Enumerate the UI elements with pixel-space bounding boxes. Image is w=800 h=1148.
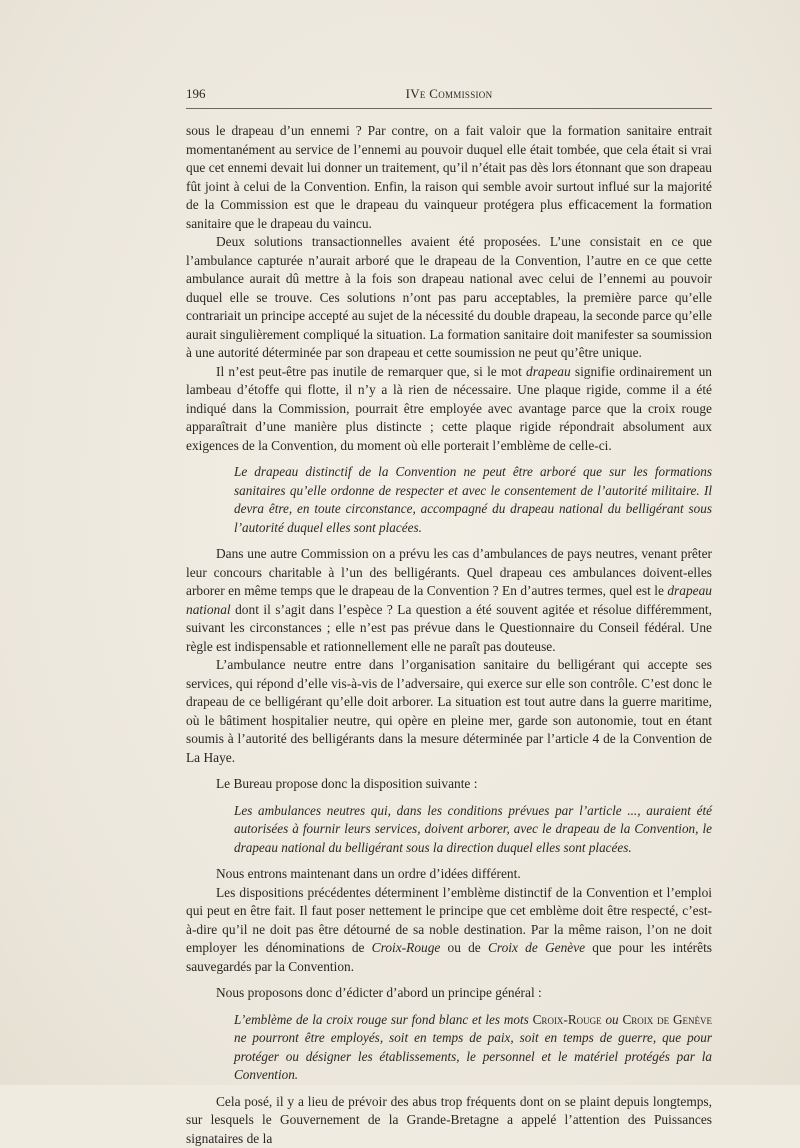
- paragraph: Deux solutions transactionnelles avaient été proposées. L’une consistait en ce que l’ambulance capturée n’aurait arboré que le drapeau de la Convention, l’autre en ce que cette ambulance aurait dû mettre à la fois son drapeau national avec celui de l’ennemi au pouvoir duquel elle se trouve. Ces solutions n’ont pas paru acceptables, la première parce qu’elle contrariait un principe accepté au sujet de la nécessité du double drapeau, la seconde parce qu’elle aurait singulièrement compliqué la situation. La formation sanitaire doit manifester sa soumission à une autorité déterminée par son drapeau et cette soumission ne peut qu’être unique.: [186, 233, 712, 363]
- text-run: Les dispositions précédentes déterminent l’emblème distinctif de la Convention et l’emploi qui peut en être fait. Il faut poser nettement le principe que cet emblème doit être respecté, c’est-à-dire qu’il ne doit pas être détourné de sa noble destination. Par la même raison, l’on ne doit employer les dénominations de: [186, 885, 712, 956]
- text-run: Dans une autre Commission on a prévu les cas d’ambulances de pays neutres, venant prêter leur concours charitable à l’un des belligérants. Quel drapeau ces ambulances doivent-elles arborer en même temps que le drapeau de la Convention ? En d’autres termes, quel est le: [186, 546, 712, 598]
- spacer: [186, 1003, 712, 1011]
- emphasis: drapeau national: [186, 583, 712, 617]
- header-rule: [186, 108, 712, 109]
- paragraph: Le Bureau propose donc la disposition suivante :: [186, 775, 712, 794]
- running-title: IVe Commission: [186, 86, 712, 102]
- text-run: ou de: [440, 940, 488, 955]
- text-run: ne pourront être employés, soit en temps de paix, soit en temps de guerre, que pour protéger ou désigner les établissements, le personnel et le matériel protégés par la Convention.: [234, 1030, 712, 1082]
- paragraph: L’ambulance neutre entre dans l’organisation sanitaire du belligérant qui accepte ses services, qui répond d’elle vis-à-vis de l’adversaire, qui exerce sur elle son contrôle. C’est donc le drapeau de ce belligérant qu’elle doit arborer. La situation est tout autre dans la guerre maritime, où le bâtiment hospitalier neutre, qui opère en pleine mer, garde son autonomie, tout en étant soumis à l’autorité des belligérants dans la mesure déterminée par l’article 4 de la Convention de La Haye.: [186, 656, 712, 767]
- body-text: [186, 122, 712, 1148]
- spacer: [186, 1085, 712, 1093]
- spacer: [186, 794, 712, 802]
- spacer: [186, 767, 712, 775]
- paragraph: [186, 363, 712, 456]
- page-number: 196: [186, 86, 206, 102]
- paragraph: Nous entrons maintenant dans un ordre d’idées différent.: [186, 865, 712, 884]
- paragraph: Nous proposons donc d’édicter d’abord un principe général :: [186, 984, 712, 1003]
- proposed-article: Le drapeau distinctif de la Convention ne peut être arboré que sur les formations sanitaires qu’elle ordonne de respecter et avec le consentement de l’autorité militaire. Il devra être, en toute circonstance, accompagné du drapeau national du belligérant sous l’autorité duquel elles sont placées.: [234, 463, 712, 537]
- page-header: [186, 86, 712, 104]
- paragraph: sous le drapeau d’un ennemi ? Par contre, on a fait valoir que la formation sanitaire entrait momentanément au service de l’ennemi au pouvoir duquel elle était tombée, que cela était si vrai que cet ennemi devait lui donner un traitement, qu’il n’était pas dès lors étonnant que son drapeau fût joint à celui de la Convention. Enfin, la raison qui semble avoir surtout influé sur la majorité de la Commission est que le drapeau du vainqueur protégera plus efficacement la formation sanitaire que le drapeau du vaincu.: [186, 122, 712, 233]
- text-run: Il n’est peut-être pas inutile de remarquer que, si le mot: [216, 364, 526, 379]
- emphasis: drapeau: [526, 364, 571, 379]
- paragraph: [186, 884, 712, 977]
- small-caps-term: Croix-Rouge: [533, 1012, 602, 1027]
- spacer: [186, 857, 712, 865]
- text-run: ou: [602, 1012, 623, 1027]
- proposed-article: [234, 1011, 712, 1085]
- text-run: L’emblème de la croix rouge sur fond blanc et les mots: [234, 1012, 533, 1027]
- paragraph: Cela posé, il y a lieu de prévoir des abus trop fréquents dont on se plaint depuis longtemps, sur lesquels le Gouvernement de la Grande-Bretagne a appelé l’attention des Puissances signataires de la: [186, 1093, 712, 1148]
- spacer: [186, 455, 712, 463]
- text-run: signifie ordinairement un lambeau d’étoffe qui flotte, il n’y a là rien de nécessaire. Une plaque rigide, comme il a été indiqué dans la Commission, pourrait être employée avec avantage parce que la croix rouge apparaîtrait d’une manière plus distincte ; cette plaque rigide répondrait absolument aux exigences de la Convention, du moment où elle porterait l’emblème de celle-ci.: [186, 364, 712, 453]
- paragraph: [186, 545, 712, 656]
- emphasis: Croix de Genève: [488, 940, 585, 955]
- proposed-article: Les ambulances neutres qui, dans les conditions prévues par l’article ..., auraient été autorisées à fournir leurs services, doivent arborer, avec le drapeau de la Convention, le drapeau national du belligérant sous la direction duquel elles sont placées.: [234, 802, 712, 858]
- spacer: [186, 976, 712, 984]
- text-run: que pour les intérêts sauvegardés par la Convention.: [186, 940, 712, 974]
- spacer: [186, 537, 712, 545]
- small-caps-term: Croix de Genève: [623, 1012, 713, 1027]
- text-run: dont il s’agit dans l’espèce ? La question a été souvent agitée et résolue différemment, suivant les circonstances ; elle n’est pas prévue dans le Questionnaire du Conseil fédéral. Une règle est indispensable et rationnellement elle ne paraît pas douteuse.: [186, 602, 712, 654]
- emphasis: Croix-Rouge: [372, 940, 441, 955]
